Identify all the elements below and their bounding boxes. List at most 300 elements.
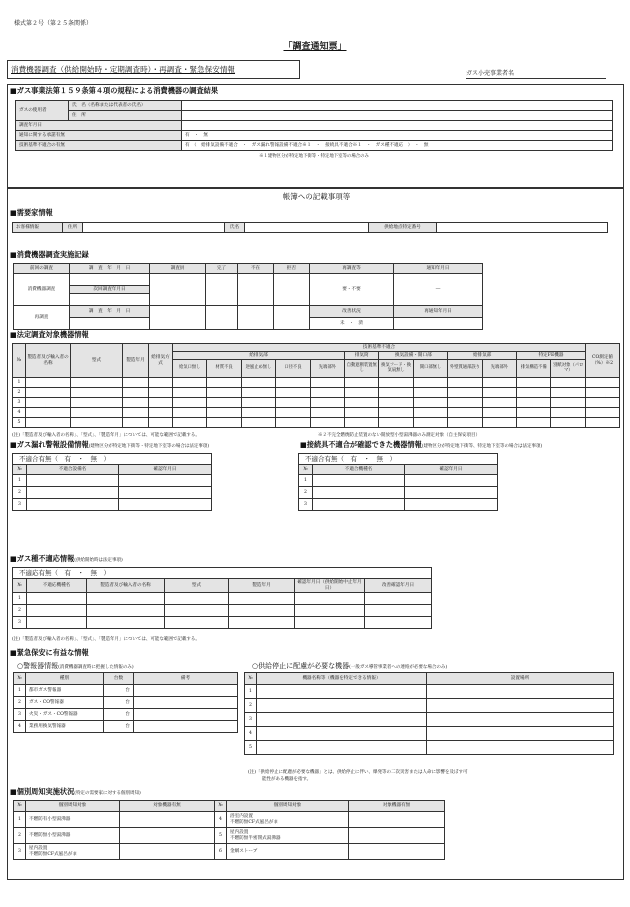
device-cell[interactable] [207,408,241,418]
leak-alarm-table [12,464,212,511]
device-cell[interactable] [586,418,620,428]
table-cell[interactable] [27,487,119,499]
device-head-maker: 製造者及び輸入者の名称 [26,344,71,378]
device-cell[interactable] [517,418,551,428]
table-row [299,475,498,487]
device-cell[interactable] [207,398,241,408]
row-number: 1 [13,593,27,605]
device-cell[interactable] [26,398,71,408]
table-cell[interactable] [295,617,365,629]
table-row [299,487,498,499]
alarm-count[interactable]: 台 [104,709,134,721]
device-cell[interactable] [551,418,586,428]
table-row [13,605,432,617]
device-cell[interactable] [241,398,275,408]
device-table [12,343,620,428]
row-number: 4 [14,721,26,733]
gas-type-head: № [13,579,27,593]
location-field[interactable] [427,713,614,727]
row-number: 4 [215,812,227,828]
notify-consent-label: 通知に関する承諾有無 [16,131,182,141]
supply-stop-table [244,672,614,755]
device-cell[interactable] [71,418,123,428]
table-row [14,709,238,721]
renotify-date-field[interactable] [394,318,483,330]
row-number: 2 [13,388,26,398]
device-cell[interactable] [276,378,310,388]
improvement-status-value[interactable]: 未 ・ 済 [310,318,394,330]
renotify-date-label: 再通知年月日 [394,306,483,318]
table-cell[interactable] [27,593,87,605]
device-cell[interactable] [586,398,620,408]
table-row [13,475,212,487]
device-subhead: 先端部外 [482,360,516,378]
table-row [13,398,620,408]
device-subhead: 換気フード・換気扇無し [379,360,413,378]
notice-check[interactable] [349,828,445,844]
row-number: 4 [245,727,257,741]
device-subhead: 開口部無し [413,360,447,378]
table-cell[interactable] [27,499,119,511]
row-number: 3 [14,709,26,721]
device-name-field[interactable] [257,713,427,727]
device-cell[interactable] [448,388,482,398]
row-number: 2 [13,605,27,617]
table-row [245,699,614,713]
gas-type-head: 型式 [165,579,229,593]
device-cell[interactable] [551,388,586,398]
device-head-group: 特定FE機器 [517,352,586,360]
alarm-head: 備考 [134,673,238,685]
row-number: 2 [14,828,26,844]
record-head-date: 調 査 年 月 日 [70,264,150,274]
table-cell[interactable] [27,605,87,617]
connector-exist[interactable]: 不適合有無（ 有 ・ 無 ） [298,453,498,464]
device-cell[interactable] [241,378,275,388]
device-head-group: 給排気部 [173,352,345,360]
inspection-result-section [7,84,624,188]
gas-type-head: 改善確認年月日 [365,579,432,593]
next-inspection-label: 次回調査年月日 [70,286,150,294]
table-row [13,487,212,499]
customer-address-label: 住所 [63,223,83,233]
alarm-type: 都市ガス警報器 [26,685,104,697]
reinspection-label: 再調査 [14,306,70,330]
table-row [245,713,614,727]
record-table [13,263,483,330]
device-head-no: № [13,344,26,378]
ledger-title: 帳簿への記載事項等 [282,192,351,201]
inspector-field[interactable] [150,274,206,306]
device-cell[interactable] [379,408,413,418]
device-head-nonconformity: 技術基準不適合 [173,344,586,352]
device-cell[interactable] [71,398,123,408]
record-title: ■消費機器調査実施記録 [10,250,89,259]
supply-stop-title: ○供給停止に配慮が必要な機器(一般ガス導管事業者への連絡が必要な場合のみ) [252,662,448,670]
device-cell[interactable] [173,418,207,428]
device-cell[interactable] [482,418,516,428]
device-cell[interactable] [482,378,516,388]
reinspect-need[interactable]: 要・不要 [310,274,394,306]
reinspection-date-field[interactable] [70,318,150,330]
alarm-head: № [14,673,26,685]
refused-field[interactable] [274,274,310,306]
table-cell[interactable] [165,593,229,605]
device-cell[interactable] [551,408,586,418]
row-number: 1 [14,685,26,697]
device-cell[interactable] [345,408,379,418]
alarm-count[interactable]: 台 [104,721,134,733]
device-cell[interactable] [173,388,207,398]
alarm-remark[interactable] [134,721,238,733]
table-cell[interactable] [27,475,119,487]
reinspection-date-label: 調 査 年 月 日 [70,306,150,318]
location-field[interactable] [427,741,614,755]
device-subhead: 先端部外 [310,360,344,378]
table-cell[interactable] [365,593,432,605]
device-cell[interactable] [241,388,275,398]
device-cell[interactable] [310,378,344,388]
emergency-title: ■緊急保安に有益な情報 [10,648,89,657]
device-cell[interactable] [482,398,516,408]
alarm-remark[interactable] [134,685,238,697]
company-name-field[interactable]: ガス小売事業者名 [466,71,606,79]
device-cell[interactable] [26,408,71,418]
notice-check[interactable] [120,844,215,860]
record-head-complete: 完了 [206,264,238,274]
notice-item: 不燃防無小型湯沸器 [26,828,120,844]
date-field[interactable] [182,121,613,131]
customer-name-field[interactable] [245,223,369,233]
alarm-type: ガス・CO警報器 [26,697,104,709]
supply-point-field[interactable] [437,223,608,233]
device-cell[interactable] [173,408,207,418]
device-cell[interactable] [276,408,310,418]
table-cell[interactable] [119,499,212,511]
device-cell[interactable] [26,388,71,398]
notice-check[interactable] [120,812,215,828]
address-field[interactable] [182,111,613,121]
device-cell[interactable] [173,378,207,388]
row-number: 1 [14,812,26,828]
connector-head: 確認年月日 [405,465,498,475]
device-cell[interactable] [149,418,173,428]
table-row [14,697,238,709]
table-cell[interactable] [165,617,229,629]
alarm-remark[interactable] [134,697,238,709]
location-field[interactable] [427,699,614,713]
device-cell[interactable] [241,418,275,428]
notice-head: 個別周知対象 [26,801,120,812]
device-cell[interactable] [71,378,123,388]
alarm-count[interactable]: 台 [104,685,134,697]
row-number: 2 [245,699,257,713]
table-row [13,388,620,398]
supply-point-label: 供給地点特定番号 [369,223,437,233]
absent-field[interactable] [238,274,274,306]
stop-head: 機器名称等（機器を特定できる情報） [257,673,427,685]
table-row [14,812,445,828]
device-cell[interactable] [276,388,310,398]
device-cell[interactable] [310,388,344,398]
footnote-1: ※１建物区分が特定地下街等・特定地下室等の場合のみ [259,154,369,159]
stop-head: 設置場所 [427,673,614,685]
device-head-group: 排気筒 [345,352,379,360]
device-cell[interactable] [413,418,447,428]
device-name-field[interactable] [257,699,427,713]
table-row [14,685,238,697]
location-field[interactable] [427,685,614,699]
device-cell[interactable] [26,418,71,428]
table-row [13,378,620,388]
row-number: 2 [14,697,26,709]
device-cell[interactable] [482,408,516,418]
alarm-type: 火災・ガス・CO警報器 [26,709,104,721]
notice-check[interactable] [349,844,445,860]
notice-check[interactable] [120,828,215,844]
document-title: 「調査通知票」 [283,42,347,52]
row-number: 2 [299,487,313,499]
device-cell[interactable] [482,388,516,398]
table-row [299,499,498,511]
table-row [14,844,445,860]
inspection-date-field[interactable] [70,274,150,286]
device-cell[interactable] [345,398,379,408]
gas-type-table [12,578,432,629]
device-cell[interactable] [123,378,149,388]
table-cell[interactable] [295,593,365,605]
connector-title: ■接続具不適合が確認できた機器情報(建物区分が特定地下街等、特定地下室等の場合は法定事項) [300,440,543,449]
device-cell[interactable] [448,398,482,408]
customer-name-label: 氏名 [225,223,245,233]
table-cell[interactable] [87,617,165,629]
device-cell[interactable] [310,418,344,428]
device-cell[interactable] [413,388,447,398]
row-number: 3 [13,499,27,511]
alarm-head: 台数 [104,673,134,685]
row-number: 3 [13,398,26,408]
device-cell[interactable] [379,388,413,398]
device-note-2: ※２不完全燃焼防止装置のない開放型小型湯沸器のみ測定対象（自主保安項目） [318,433,480,438]
device-cell[interactable] [551,378,586,388]
device-head-model: 型式 [71,344,123,378]
device-cell[interactable] [173,398,207,408]
form-number: 様式第２号（第２５条関係） [14,20,93,27]
name-field[interactable] [182,101,613,111]
notice-check[interactable] [349,812,445,828]
device-subhead: 自動遮断装置無し [345,360,379,378]
table-cell[interactable] [405,487,498,499]
device-cell[interactable] [207,418,241,428]
device-cell[interactable] [586,408,620,418]
device-cell[interactable] [448,378,482,388]
table-cell[interactable] [313,475,405,487]
device-name-field[interactable] [257,741,427,755]
device-cell[interactable] [276,398,310,408]
record-head-absent: 不在 [238,264,274,274]
table-cell[interactable] [165,605,229,617]
gas-type-title: ■ガス種不適応情報(供給開始時は法定事項) [10,554,123,563]
notice-title: ■個別周知実施状況(特定の需要家に対する個別周知) [10,787,141,796]
name-label: 氏 名（名称または代表者の氏名） [69,101,182,111]
device-name-field[interactable] [257,685,427,699]
consumer-inspection-label: 消費機器調査 [14,274,70,306]
device-cell[interactable] [71,388,123,398]
device-cell[interactable] [413,398,447,408]
table-cell[interactable] [27,617,87,629]
alarm-remark[interactable] [134,709,238,721]
device-cell[interactable] [517,378,551,388]
complete-field[interactable] [206,274,238,306]
table-cell[interactable] [229,617,295,629]
device-cell[interactable] [207,388,241,398]
location-field[interactable] [427,727,614,741]
row-number: 3 [245,713,257,727]
table-cell[interactable] [87,605,165,617]
device-subhead: 排気構造不備 [517,360,551,378]
device-cell[interactable] [586,388,620,398]
device-cell[interactable] [586,378,620,388]
row-number: 6 [215,844,227,860]
table-cell[interactable] [119,475,212,487]
supply-stop-note-2: 能性がある機器を指す。 [262,777,312,782]
row-number: 5 [13,418,26,428]
gas-type-head: 製造年月 [229,579,295,593]
gas-type-exist[interactable]: 不適応有無（ 有 ・ 無 ） [12,567,432,578]
device-cell[interactable] [123,388,149,398]
gas-type-head: 不適応機種名 [27,579,87,593]
device-cell[interactable] [517,408,551,418]
device-cell[interactable] [123,408,149,418]
table-row [245,727,614,741]
device-cell[interactable] [379,398,413,408]
device-cell[interactable] [26,378,71,388]
document-subtitle: 消費機器調査（供給開始時・定期調査時）・再調査・緊急保安情報 [7,60,300,79]
improvement-status-label: 改善状況 [310,306,394,318]
row-number: 1 [13,475,27,487]
record-head-refused: 拒否 [274,264,310,274]
device-cell[interactable] [379,418,413,428]
table-cell[interactable] [405,499,498,511]
table-cell[interactable] [229,593,295,605]
device-cell[interactable] [448,418,482,428]
table-cell[interactable] [229,605,295,617]
row-number: 3 [13,617,27,629]
device-subhead: 口径不良 [276,360,310,378]
connector-head: № [299,465,313,475]
device-cell[interactable] [276,418,310,428]
customer-info-title: ■需要家情報 [10,208,53,217]
device-cell[interactable] [149,378,173,388]
device-cell[interactable] [413,408,447,418]
device-cell[interactable] [517,398,551,408]
table-cell[interactable] [313,487,405,499]
device-cell[interactable] [71,408,123,418]
device-head-group: 換気設備・開口部 [379,352,448,360]
alarm-type: 業務用換気警報器 [26,721,104,733]
device-subhead: 外壁貫通部誤り [448,360,482,378]
device-cell[interactable] [345,388,379,398]
alarm-head: 種別 [26,673,104,685]
table-cell[interactable] [365,617,432,629]
notice-head: № [215,801,227,812]
device-name-field[interactable] [257,727,427,741]
row-number: 4 [13,408,26,418]
device-head-group: 給排気部 [448,352,517,360]
record-head-previous: 前回の調査 [14,264,70,274]
device-cell[interactable] [379,378,413,388]
address-label: 住 所 [69,111,182,121]
notice-item: 浴室内設置 不燃防無CF式風呂がま [227,812,349,828]
table-cell[interactable] [313,499,405,511]
device-cell[interactable] [310,408,344,418]
table-row [14,721,238,733]
notice-table [13,800,445,860]
table-cell[interactable] [405,475,498,487]
device-cell[interactable] [345,378,379,388]
notify-consent-value[interactable]: 有 ・ 無 [182,131,613,141]
date-label: 調査年月日 [16,121,182,131]
notice-item: 金網ストーブ [227,844,349,860]
alarm-count[interactable]: 台 [104,697,134,709]
notice-head: № [14,801,26,812]
device-cell[interactable] [551,398,586,408]
device-cell[interactable] [517,388,551,398]
ledger-section [7,188,624,880]
table-row [13,617,432,629]
table-row [13,499,212,511]
device-cell[interactable] [310,398,344,408]
table-cell[interactable] [295,605,365,617]
tech-nonconformity-value[interactable]: 有 （ 給排気設備不適合 ・ ガス漏れ警報設備不適合※１ ・ 接続具不適合※１ ・ ガス種不適応 ） ・ 無 [182,141,613,151]
next-inspection-field[interactable] [70,294,150,306]
alarm-info-title: ○警報器情報(消費機器調査時に把握した情報のみ) [17,662,134,670]
inspection-result-table [15,100,613,151]
device-cell[interactable] [123,398,149,408]
record-head-reinspect: 再調査等 [310,264,394,274]
table-cell[interactable] [87,593,165,605]
device-subhead: 材質不良 [207,360,241,378]
device-head-date: 製造年月 [123,344,149,378]
device-cell[interactable] [149,388,173,398]
leak-head: 不適合設備名 [27,465,119,475]
gas-type-head: 製造者及び輸入者の名称 [87,579,165,593]
row-number: 3 [14,844,26,860]
leak-head: № [13,465,27,475]
table-cell[interactable] [365,605,432,617]
notice-head: 対象機器有無 [120,801,215,812]
device-info-title: ■法定調査対象機器情報 [10,330,89,339]
device-cell[interactable] [241,408,275,418]
device-cell[interactable] [149,398,173,408]
device-cell[interactable] [448,408,482,418]
notice-item: 屋内設置 不燃防無CF式風呂がま [26,844,120,860]
row-number: 2 [13,487,27,499]
device-cell[interactable] [345,418,379,428]
row-number: 1 [245,685,257,699]
table-cell[interactable] [119,487,212,499]
customer-info-table [12,222,608,233]
customer-address-field[interactable] [83,223,225,233]
device-cell[interactable] [123,418,149,428]
leak-alarm-exist[interactable]: 不適合有無（ 有 ・ 無 ） [12,453,212,464]
device-cell[interactable] [207,378,241,388]
notice-head: 対象機器有無 [349,801,445,812]
device-cell[interactable] [413,378,447,388]
device-cell[interactable] [149,408,173,418]
row-number: 3 [299,499,313,511]
device-subhead: 別紙対象（パロマ） [551,360,586,378]
